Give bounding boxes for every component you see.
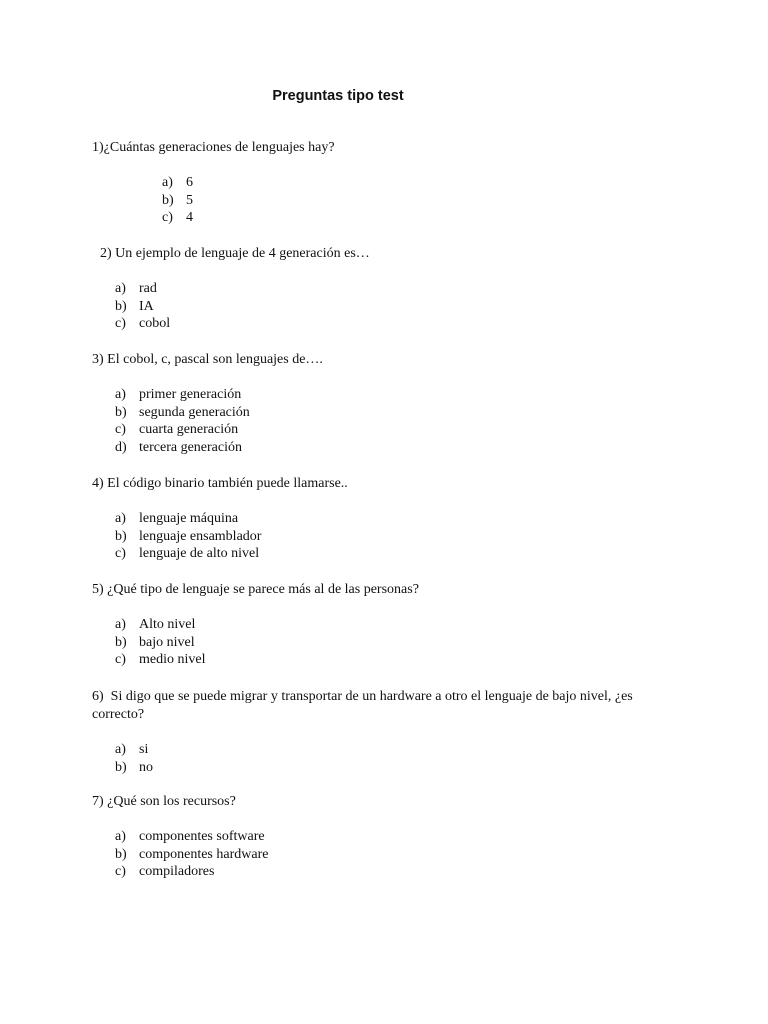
option-item <box>115 510 652 528</box>
option-letter: a) <box>115 617 126 632</box>
option-letter: c) <box>115 546 126 561</box>
question-text: 2) Un ejemplo de lenguaje de 4 generación es… <box>100 246 370 261</box>
option-text: lenguaje de alto nivel <box>139 546 260 561</box>
option-letter: a) <box>115 742 126 757</box>
option-list <box>115 510 652 563</box>
option-letter: b) <box>115 759 127 775</box>
question-3 <box>92 351 652 456</box>
option-text: 4 <box>186 210 193 225</box>
question-text: 5) ¿Qué tipo de lenguaje se parece más al de las personas? <box>92 582 419 597</box>
option-text: compiladores <box>139 864 215 879</box>
option-letter: a) <box>115 387 126 402</box>
option-letter: b) <box>162 192 174 208</box>
document-title: Preguntas tipo test <box>272 88 404 104</box>
question-text: 3) El cobol, c, pascal son lenguajes de…. <box>92 352 323 367</box>
option-text: segunda generación <box>139 404 250 420</box>
option-text: IA <box>139 298 154 314</box>
option-item <box>115 846 652 864</box>
option-text: no <box>139 759 153 775</box>
question-text: 7) ¿Qué son los recursos? <box>92 794 236 809</box>
option-letter: b) <box>115 298 127 314</box>
option-list <box>115 616 652 669</box>
option-text: 6 <box>186 175 193 190</box>
option-text: lenguaje máquina <box>139 511 239 526</box>
option-item <box>115 759 652 777</box>
option-item <box>115 386 652 404</box>
option-item <box>115 741 652 759</box>
option-letter: c) <box>115 864 126 879</box>
option-item <box>115 315 660 333</box>
option-text: rad <box>139 281 157 296</box>
option-letter: b) <box>115 846 127 862</box>
option-text: cobol <box>139 316 171 331</box>
option-list <box>115 741 652 776</box>
option-text: componentes software <box>139 829 265 844</box>
option-letter: a) <box>115 281 126 296</box>
option-item <box>115 439 652 457</box>
option-item <box>115 828 652 846</box>
option-item <box>115 404 652 422</box>
option-text: tercera generación <box>139 439 242 455</box>
option-item <box>115 863 652 881</box>
option-letter: c) <box>115 422 126 437</box>
option-letter: a) <box>162 175 173 190</box>
option-letter: c) <box>115 316 126 331</box>
option-item <box>115 298 660 316</box>
option-item <box>162 174 652 192</box>
option-item <box>115 545 652 563</box>
option-list <box>115 828 652 881</box>
option-text: 5 <box>186 192 193 208</box>
option-letter: b) <box>115 528 127 544</box>
question-6 <box>92 688 652 776</box>
option-letter: b) <box>115 404 127 420</box>
question-text: 4) El código binario también puede llamarse.. <box>92 476 348 491</box>
question-4 <box>92 475 652 563</box>
option-text: bajo nivel <box>139 634 195 650</box>
option-item <box>162 209 652 227</box>
option-text: cuarta generación <box>139 422 239 437</box>
option-list <box>115 280 660 333</box>
option-item <box>115 616 652 634</box>
option-text: Alto nivel <box>139 617 196 632</box>
option-list <box>162 174 652 227</box>
option-item <box>115 634 652 652</box>
option-text: primer generación <box>139 387 242 402</box>
option-item <box>115 280 660 298</box>
option-item <box>115 651 652 669</box>
option-letter: b) <box>115 634 127 650</box>
option-text: si <box>139 742 149 757</box>
question-1 <box>92 139 652 227</box>
option-text: lenguaje ensamblador <box>139 528 262 544</box>
option-item <box>115 421 652 439</box>
question-5 <box>92 581 652 669</box>
question-text: 1)¿Cuántas generaciones de lenguajes hay? <box>92 140 335 155</box>
option-text: componentes hardware <box>139 846 269 862</box>
question-2 <box>100 245 660 333</box>
option-list <box>115 386 652 456</box>
option-text: medio nivel <box>139 652 206 667</box>
option-item <box>162 192 652 210</box>
question-text: 6) Si digo que se puede migrar y transportar de un hardware a otro el lenguaje de bajo nivel, ¿es correcto? <box>92 689 637 722</box>
option-letter: c) <box>162 210 173 225</box>
option-item <box>115 528 652 546</box>
option-letter: a) <box>115 829 126 844</box>
option-letter: d) <box>115 439 127 455</box>
question-7 <box>92 793 652 881</box>
option-letter: c) <box>115 652 126 667</box>
option-letter: a) <box>115 511 126 526</box>
